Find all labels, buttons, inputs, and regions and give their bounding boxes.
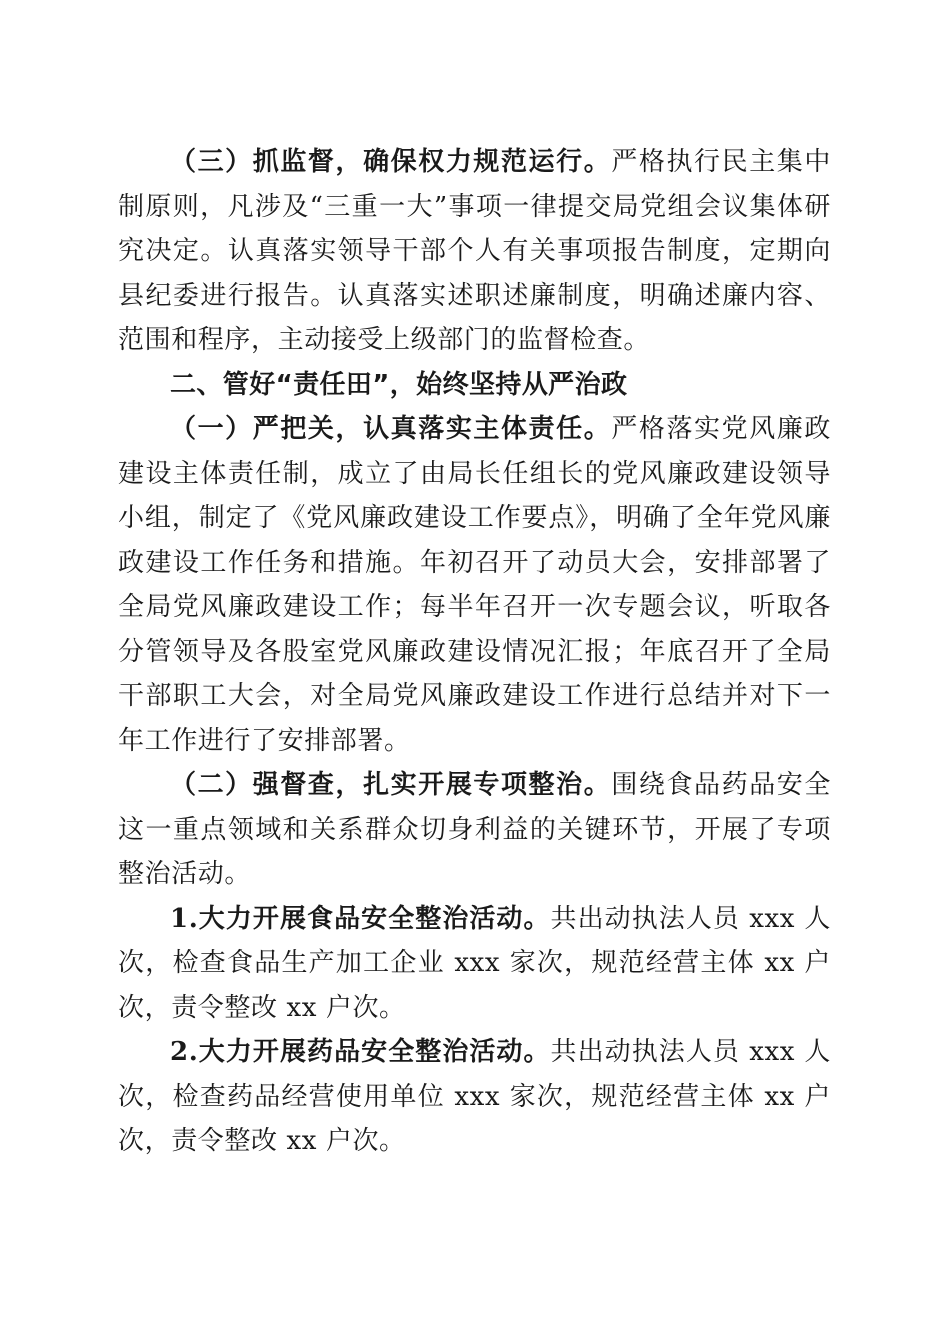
paragraph-lead: 2.大力开展药品安全整治活动。 xyxy=(170,1037,551,1067)
paragraph-lead: （一）严把关，认真落实主体责任。 xyxy=(170,414,612,444)
paragraph-food-safety xyxy=(118,897,831,1031)
document-body xyxy=(118,140,831,1164)
paragraph-text: 共出动执法人员 xxx 人次，检查药品经营使用单位 xxx 家次，规范经营主体 xx 户次，责令整改 xx 户次。 xyxy=(118,1037,831,1156)
paragraph-text: 严格落实党风廉政建设主体责任制，成立了由局长任组长的党风廉政建设领导小组，制定了《党风廉政建设工作要点》，明确了全年党风廉政建设工作任务和措施。年初召开了动员大会，安排部署了全局党风廉政建设工作；每半年召开一次专题会议，听取各分管领导及各股室党风廉政建设情况汇报；年底召开了全局干部职工大会，对全局党风廉政建设工作进行总结并对下一年工作进行了安排部署。 xyxy=(118,414,831,756)
section-heading: 二、管好“责任田”，始终坚持从严治政 xyxy=(170,369,628,400)
paragraph-text: 严格执行民主集中制原则，凡涉及“三重一大”事项一律提交局党组会议集体研究决定。认真落实领导干部个人有关事项报告制度，定期向县纪委进行报告。认真落实述职述廉制度，明确述廉内容、范围和程序，主动接受上级部门的监督检查。 xyxy=(118,147,831,355)
paragraph-supervision xyxy=(118,140,831,363)
paragraph-text: 围绕食品药品安全这一重点领域和关系群众切身利益的关键环节，开展了专项整治活动。 xyxy=(118,770,831,889)
paragraph-text: 共出动执法人员 xxx 人次，检查食品生产加工企业 xxx 家次，规范经营主体 xx 户次，责令整改 xx 户次。 xyxy=(118,903,831,1023)
paragraph-lead: （二）强督查，扎实开展专项整治。 xyxy=(170,770,612,800)
paragraph-lead: 1.大力开展食品安全整治活动。 xyxy=(170,903,551,934)
paragraph-special-rectification xyxy=(118,763,831,897)
paragraph-lead: （三）抓监督，确保权力规范运行。 xyxy=(170,147,612,177)
paragraph-responsibility xyxy=(118,407,831,763)
paragraph-drug-safety xyxy=(118,1030,831,1164)
